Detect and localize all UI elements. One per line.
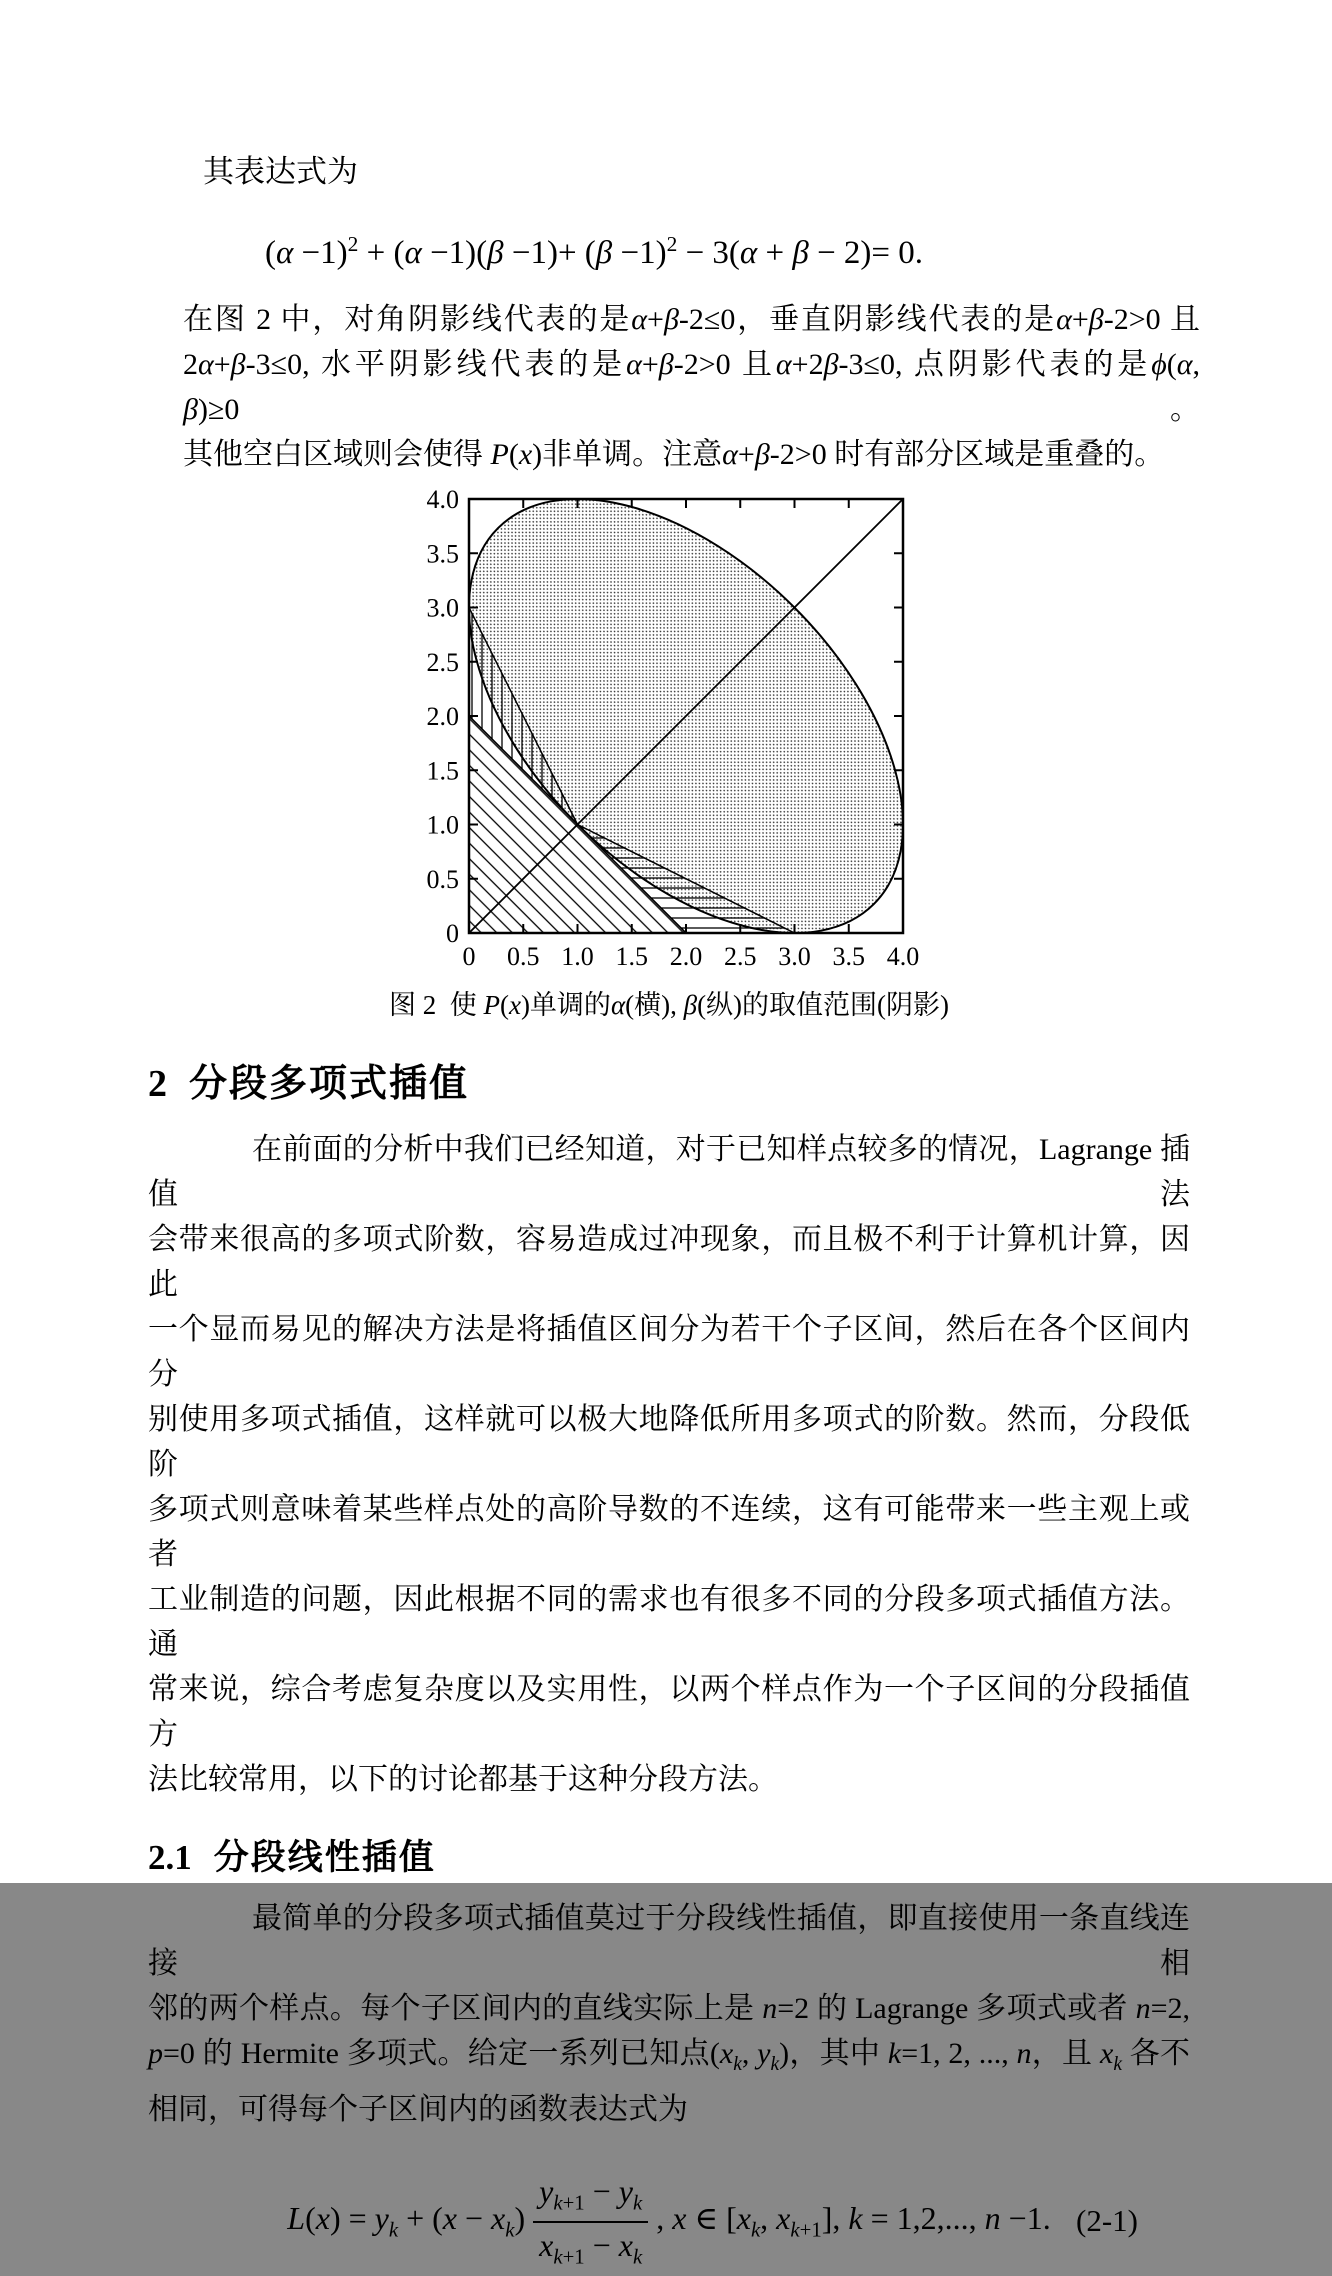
paragraph-line: 常来说，综合考虑复杂度以及实用性，以两个样点作为一个子区间的分段插值方 [148, 1673, 1190, 1751]
paragraph-line: 法比较常用，以下的讨论都基于这种分段方法。 [148, 1763, 778, 1796]
y-tick-label: 2.5 [426, 647, 459, 677]
y-tick-label: 3.5 [426, 539, 459, 569]
figure-plot [407, 485, 931, 975]
x-tick-label: 2.0 [669, 942, 703, 971]
y-tick-label: 2.0 [426, 702, 459, 731]
section-heading-2 [148, 1052, 1190, 1107]
x-tick-label: 0.5 [507, 942, 540, 971]
formula-2-1-lhs: $L(x) = y_k + (x - x_k)$ [287, 2199, 526, 2242]
formula-2-1-rhs: , x ∈ [$x_k$, $x_{k+1}$], k = 1,2,..., n −1. [656, 2200, 1051, 2242]
fraction-denominator: $x_{k+1} - x_k$ [533, 2221, 648, 2269]
section-number: 2 [148, 1063, 167, 1105]
x-tick-label: 1.0 [561, 942, 594, 971]
y-tick-label: 1.5 [426, 756, 459, 786]
section-number: 2.1 [148, 1838, 192, 1877]
y-tick-label: 4.0 [426, 485, 459, 514]
paragraph-line: 在前面的分析中我们已经知道，对于已知样点较多的情况，Lagrange 插值法 [148, 1133, 1190, 1211]
paragraph-line: 邻的两个样点。每个子区间内的直线实际上是 n=2 的 Lagrange 多项式或者 n=2, [148, 1992, 1190, 2025]
x-tick-label: 3.0 [778, 942, 811, 971]
intro-line: 其表达式为 [203, 154, 358, 189]
paragraph-line: p=0 的 Hermite 多项式。给定一系列已知点($x_k$, $y_k$)，其中 k=1, 2, ..., n，且 $x_k$ 各不 [148, 2037, 1191, 2075]
display-formula-2-1 [148, 2166, 1190, 2276]
paragraph-line: 在图 2 中，对角阴影线代表的是α+β-2≤0，垂直阴影线代表的是α+β-2>0 且 [183, 303, 1200, 336]
section-heading-2-1 [148, 1830, 1190, 1880]
paragraph-line: 工业制造的问题，因此根据不同的需求也有很多不同的分段多项式插值方法。通 [148, 1583, 1190, 1661]
paragraph-line: 多项式则意味着某些样点处的高阶导数的不连续，这有可能带来一些主观上或者 [148, 1493, 1190, 1571]
section-title: 分段线性插值 [213, 1838, 436, 1877]
paragraph-line: 一个显而易见的解决方法是将插值区间分为若干个子区间，然后在各个区间内分 [148, 1313, 1190, 1391]
paragraph-line: 最简单的分段多项式插值莫过于分段线性插值，即直接使用一条直线连接相 [148, 1902, 1190, 1980]
x-tick-label: 1.5 [615, 942, 649, 971]
y-tick-label: 0.5 [426, 864, 459, 894]
equation-number: (2-1) [1076, 2203, 1138, 2238]
formula-2-1-body [287, 2173, 1050, 2269]
x-tick-label: 0 [462, 942, 476, 971]
y-axis-tick-labels [427, 485, 460, 948]
paragraph-line: 其他空白区域则会使得 P(x)非单调。注意α+β-2>0 时有部分区域是重叠的。 [183, 438, 1165, 471]
section-title: 分段多项式插值 [189, 1063, 470, 1105]
paragraph-line: 别使用多项式插值，这样就可以极大地降低所用多项式的阶数。然而，分段低阶 [148, 1403, 1190, 1481]
paragraph-line: 会带来很高的多项式阶数，容易造成过冲现象，而且极不利于计算机计算，因此 [148, 1223, 1190, 1301]
x-tick-label: 3.5 [832, 942, 866, 971]
formula-2-1-fraction [533, 2173, 648, 2269]
paragraph-section-2-1 [148, 1896, 1190, 2132]
paragraph-line: 2α+β-3≤0, 水平阴影线代表的是α+β-2>0 且α+2β-3≤0, 点阴影代表的是ϕ(α, β)≥0。 [183, 348, 1200, 426]
y-tick-label: 1.0 [426, 810, 459, 840]
x-tick-label: 2.5 [724, 942, 757, 971]
y-tick-label: 0 [446, 919, 459, 948]
fraction-numerator: $y_{k+1} - y_k$ [539, 2173, 643, 2215]
figure-2 [148, 485, 1190, 1022]
display-formula-ellipse [148, 218, 1040, 279]
figure-caption: 图 2 使 P(x)单调的α(横), β(纵)的取值范围(阴影) [388, 990, 950, 1020]
paragraph-section-2 [148, 1127, 1190, 1802]
x-axis-tick-labels [463, 942, 920, 971]
y-tick-label: 3.0 [426, 593, 459, 623]
paragraph-line: 相同，可得每个子区间内的函数表达式为 [148, 2093, 688, 2126]
paragraph-figure-description [183, 297, 1200, 477]
x-tick-label: 4.0 [886, 942, 920, 971]
formula-ellipse-text: $(\alpha -1)^2 + (\alpha -1)(\beta -1)+ (\beta -1)^2 - 3(\alpha + \beta - 2)= 0$. [264, 232, 924, 271]
